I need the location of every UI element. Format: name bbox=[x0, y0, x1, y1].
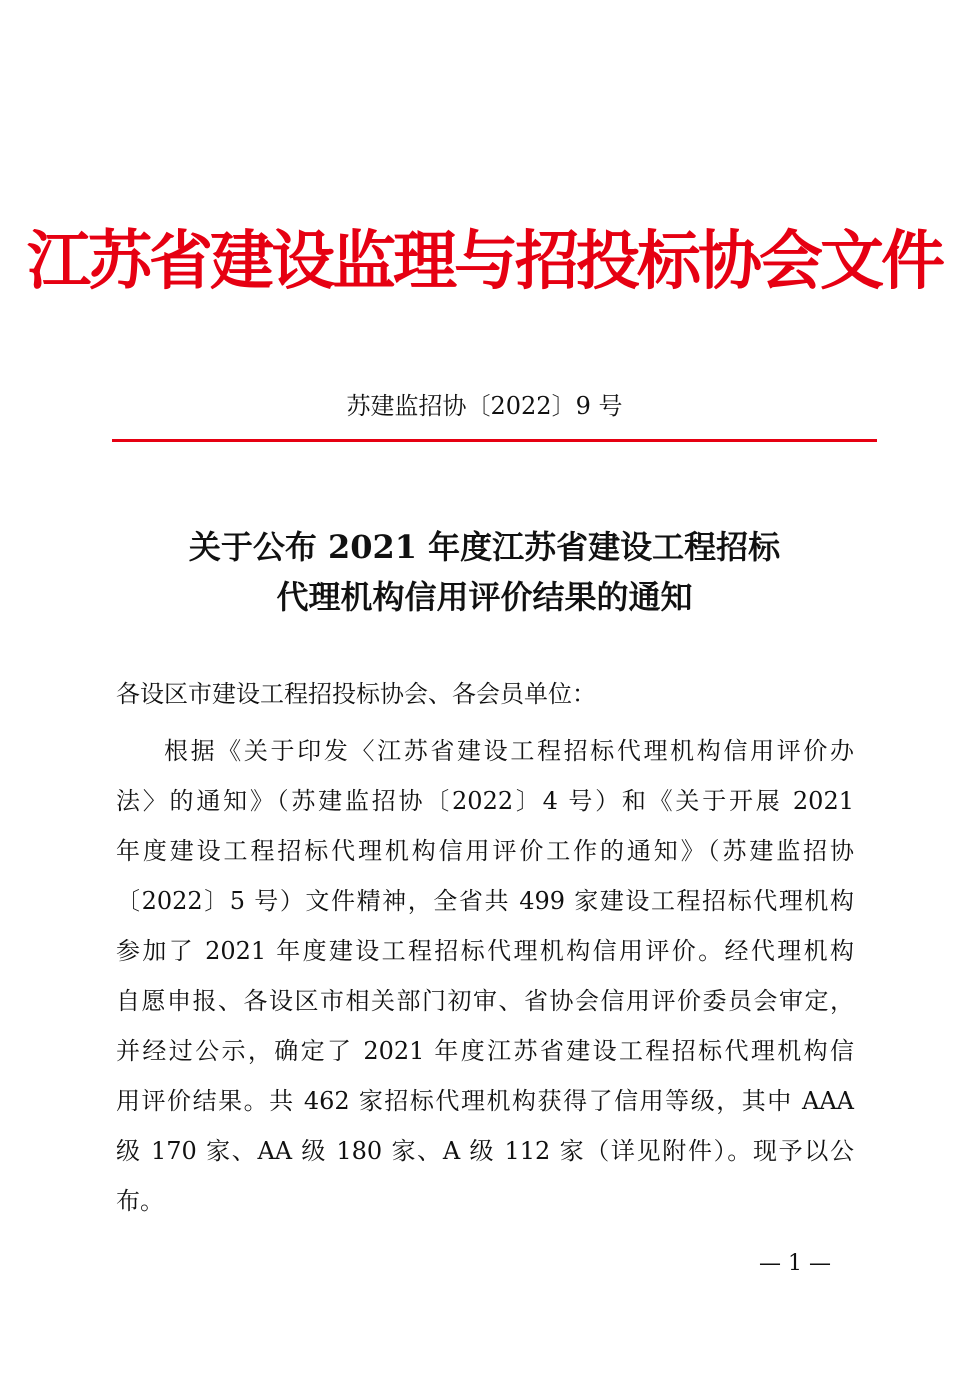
notice-title-line: 关于公布 2021 年度江苏省建设工程招标 bbox=[188, 528, 781, 566]
notice-title bbox=[0, 522, 969, 622]
salutation: 各设区市建设工程招投标协会、各会员单位： bbox=[116, 680, 596, 708]
body-line: 级 170 家、AA 级 180 家、A 级 112 家（详见附件）。现予以公 bbox=[116, 1137, 854, 1165]
issuing-organization-header: 江苏省建设监理与招投标协会文件 bbox=[27, 224, 942, 299]
red-separator-line bbox=[112, 439, 877, 442]
notice-body bbox=[116, 726, 854, 1226]
body-line: 自愿申报、各设区市相关部门初审、省协会信用评价委员会审定， bbox=[116, 987, 854, 1015]
document-number: 苏建监招协〔2022〕9 号 bbox=[346, 392, 623, 420]
body-line: 并经过公示，确定了 2021 年度江苏省建设工程招标代理机构信 bbox=[116, 1037, 854, 1065]
body-line: 法〉的通知》（苏建监招协〔2022〕4 号）和《关于开展 2021 bbox=[116, 787, 854, 815]
body-line: 用评价结果。共 462 家招标代理机构获得了信用等级，其中 AAA bbox=[116, 1087, 854, 1115]
body-line: 〔2022〕5 号）文件精神，全省共 499 家建设工程招标代理机构 bbox=[116, 887, 854, 915]
body-line: 根据《关于印发〈江苏省建设工程招标代理机构信用评价办 bbox=[164, 737, 854, 765]
page-number: — 1 — bbox=[759, 1251, 831, 1276]
body-line: 年度建设工程招标代理机构信用评价工作的通知》（苏建监招协 bbox=[116, 837, 854, 865]
notice-title-line: 代理机构信用评价结果的通知 bbox=[276, 578, 693, 616]
body-line: 布。 bbox=[116, 1187, 164, 1215]
body-line: 参加了 2021 年度建设工程招标代理机构信用评价。经代理机构 bbox=[116, 937, 854, 965]
